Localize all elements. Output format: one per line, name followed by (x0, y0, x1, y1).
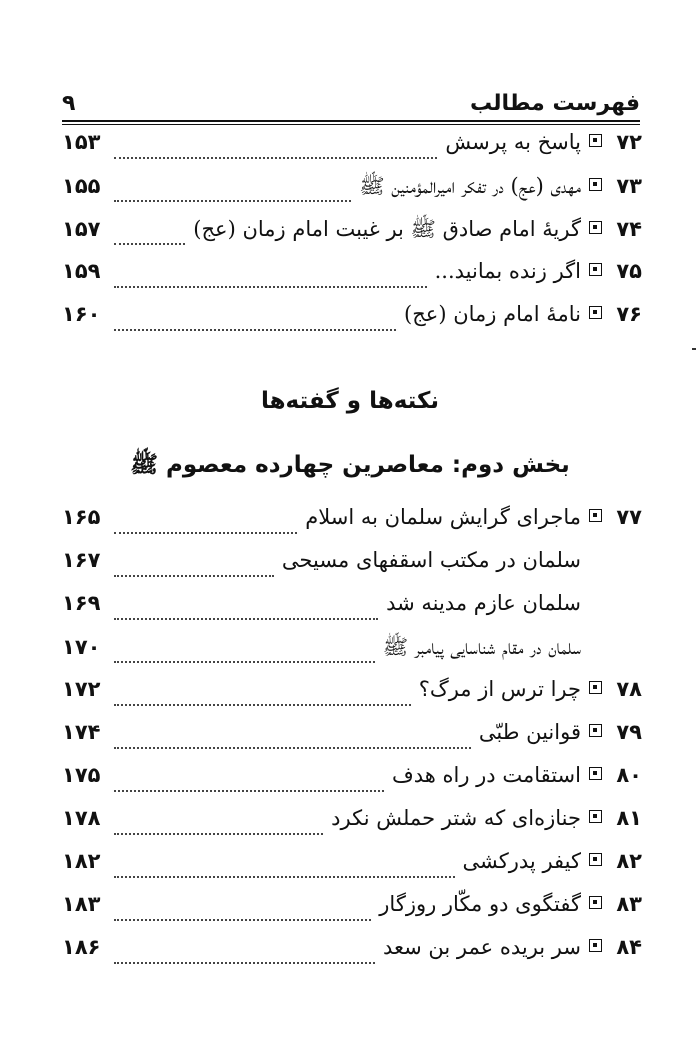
page-number: ۹ (62, 91, 76, 116)
dot-leader (114, 200, 351, 202)
dot-leader (114, 661, 375, 663)
entry-title: سلمان در مکتب اسقفهای مسیحی (281, 548, 581, 572)
toc-subentry (62, 634, 642, 677)
entry-title: مهدی (عج) در تفکر امیرالمؤمنین ﷺ (359, 174, 581, 198)
entry-page: ۱۸۶ (62, 935, 101, 959)
entry-number: ۸۴ (616, 935, 642, 959)
dot-leader (114, 833, 323, 835)
entry-page: ۱۵۳ (62, 130, 101, 154)
toc-subentry (62, 591, 642, 634)
square-bullet-icon (589, 134, 602, 147)
margin-mark (692, 348, 696, 350)
entry-title: اگر زنده بمانید... (434, 259, 581, 283)
entry-title: گریهٔ امام صادق ﷺ بر غیبت امام زمان (عج) (193, 217, 581, 241)
entry-page: ۱۷۴ (62, 720, 101, 744)
header-rule-thin (62, 124, 640, 125)
entry-page: ۱۸۳ (62, 892, 101, 916)
section-subheading: بخش دوم: معاصرین چهارده معصوم ﷺ (130, 452, 570, 478)
dot-leader (114, 243, 185, 245)
entry-number: ۸۲ (616, 849, 642, 873)
square-bullet-icon (589, 896, 602, 909)
dot-leader (114, 919, 371, 921)
entry-page: ۱۷۸ (62, 806, 101, 830)
entry-page: ۱۶۹ (62, 591, 101, 615)
entry-number: ۷۴ (616, 217, 642, 241)
entry-number: ۷۳ (616, 174, 642, 198)
toc-entry (62, 892, 642, 935)
toc-entry (62, 935, 642, 978)
entry-page: ۱۶۵ (62, 505, 101, 529)
entry-title: کیفر پدرکشی (462, 849, 581, 873)
entry-number: ۷۶ (616, 302, 642, 326)
square-bullet-icon (589, 767, 602, 780)
entry-page: ۱۵۹ (62, 259, 101, 283)
square-bullet-icon (589, 810, 602, 823)
dot-leader (114, 618, 378, 620)
square-bullet-icon (589, 509, 602, 522)
square-bullet-icon (589, 263, 602, 276)
entry-title: قوانین طبّی (478, 720, 581, 744)
entry-page: ۱۷۲ (62, 677, 101, 701)
entry-number: ۷۵ (616, 259, 642, 283)
header-rule (62, 120, 640, 122)
entry-title: سلمان در مقام شناسایی پیامبر ﷺ (382, 635, 581, 659)
toc-entry (62, 505, 642, 548)
entry-number: ۷۹ (616, 720, 642, 744)
entry-title: سر بریده عمر بن سعد (382, 935, 581, 959)
entry-page: ۱۵۷ (62, 217, 101, 241)
toc-entry (62, 806, 642, 849)
dot-leader (114, 747, 471, 749)
toc-section-2 (62, 505, 642, 978)
entry-number: ۷۸ (616, 677, 642, 701)
entry-title: جنازه‌ای که شتر حملش نکرد (331, 806, 581, 830)
toc-entry (62, 763, 642, 806)
square-bullet-icon (589, 939, 602, 952)
entry-page: ۱۶۷ (62, 548, 101, 572)
toc-entry (62, 677, 642, 720)
entry-page: ۱۷۰ (62, 635, 101, 659)
dot-leader (114, 876, 455, 878)
entry-number: ۸۱ (616, 806, 642, 830)
square-bullet-icon (589, 681, 602, 694)
dot-leader (114, 790, 384, 792)
entry-number: ۷۲ (616, 130, 642, 154)
square-bullet-icon (589, 178, 602, 191)
dot-leader (114, 286, 427, 288)
toc-entry (62, 173, 642, 216)
entry-title: پاسخ به پرسش (445, 130, 581, 154)
dot-leader (114, 532, 297, 534)
running-title: فهرست مطالب (469, 91, 640, 116)
entry-title: ماجرای گرایش سلمان به اسلام (305, 505, 581, 529)
entry-number: ۸۰ (616, 763, 642, 787)
square-bullet-icon (589, 221, 602, 234)
dot-leader (114, 157, 437, 159)
dot-leader (114, 329, 396, 331)
toc-entry (62, 720, 642, 763)
toc-entry (62, 130, 642, 173)
dot-leader (114, 704, 411, 706)
dot-leader (114, 575, 274, 577)
toc-entry (62, 849, 642, 892)
entry-title: چرا ترس از مرگ؟ (418, 677, 581, 701)
toc-section-1 (62, 130, 642, 345)
entry-page: ۱۵۵ (62, 174, 101, 198)
entry-number: ۷۷ (616, 505, 642, 529)
toc-subentry (62, 548, 642, 591)
toc-entry (62, 259, 642, 302)
toc-entry (62, 302, 642, 345)
square-bullet-icon (589, 306, 602, 319)
section-heading: نکته‌ها و گفته‌ها (260, 388, 440, 414)
entry-title: استقامت در راه هدف (391, 763, 581, 787)
square-bullet-icon (589, 724, 602, 737)
entry-page: ۱۶۰ (62, 302, 101, 326)
entry-page: ۱۷۵ (62, 763, 101, 787)
entry-page: ۱۸۲ (62, 849, 101, 873)
entry-number: ۸۳ (616, 892, 642, 916)
entry-title: نامهٔ امام زمان (عج) (404, 302, 581, 326)
square-bullet-icon (589, 853, 602, 866)
dot-leader (114, 962, 375, 964)
toc-entry (62, 216, 642, 259)
entry-title: گفتگوی دو مکّار روزگار (379, 892, 581, 916)
running-head (62, 82, 640, 116)
entry-title: سلمان عازم مدینه شد (386, 591, 581, 615)
